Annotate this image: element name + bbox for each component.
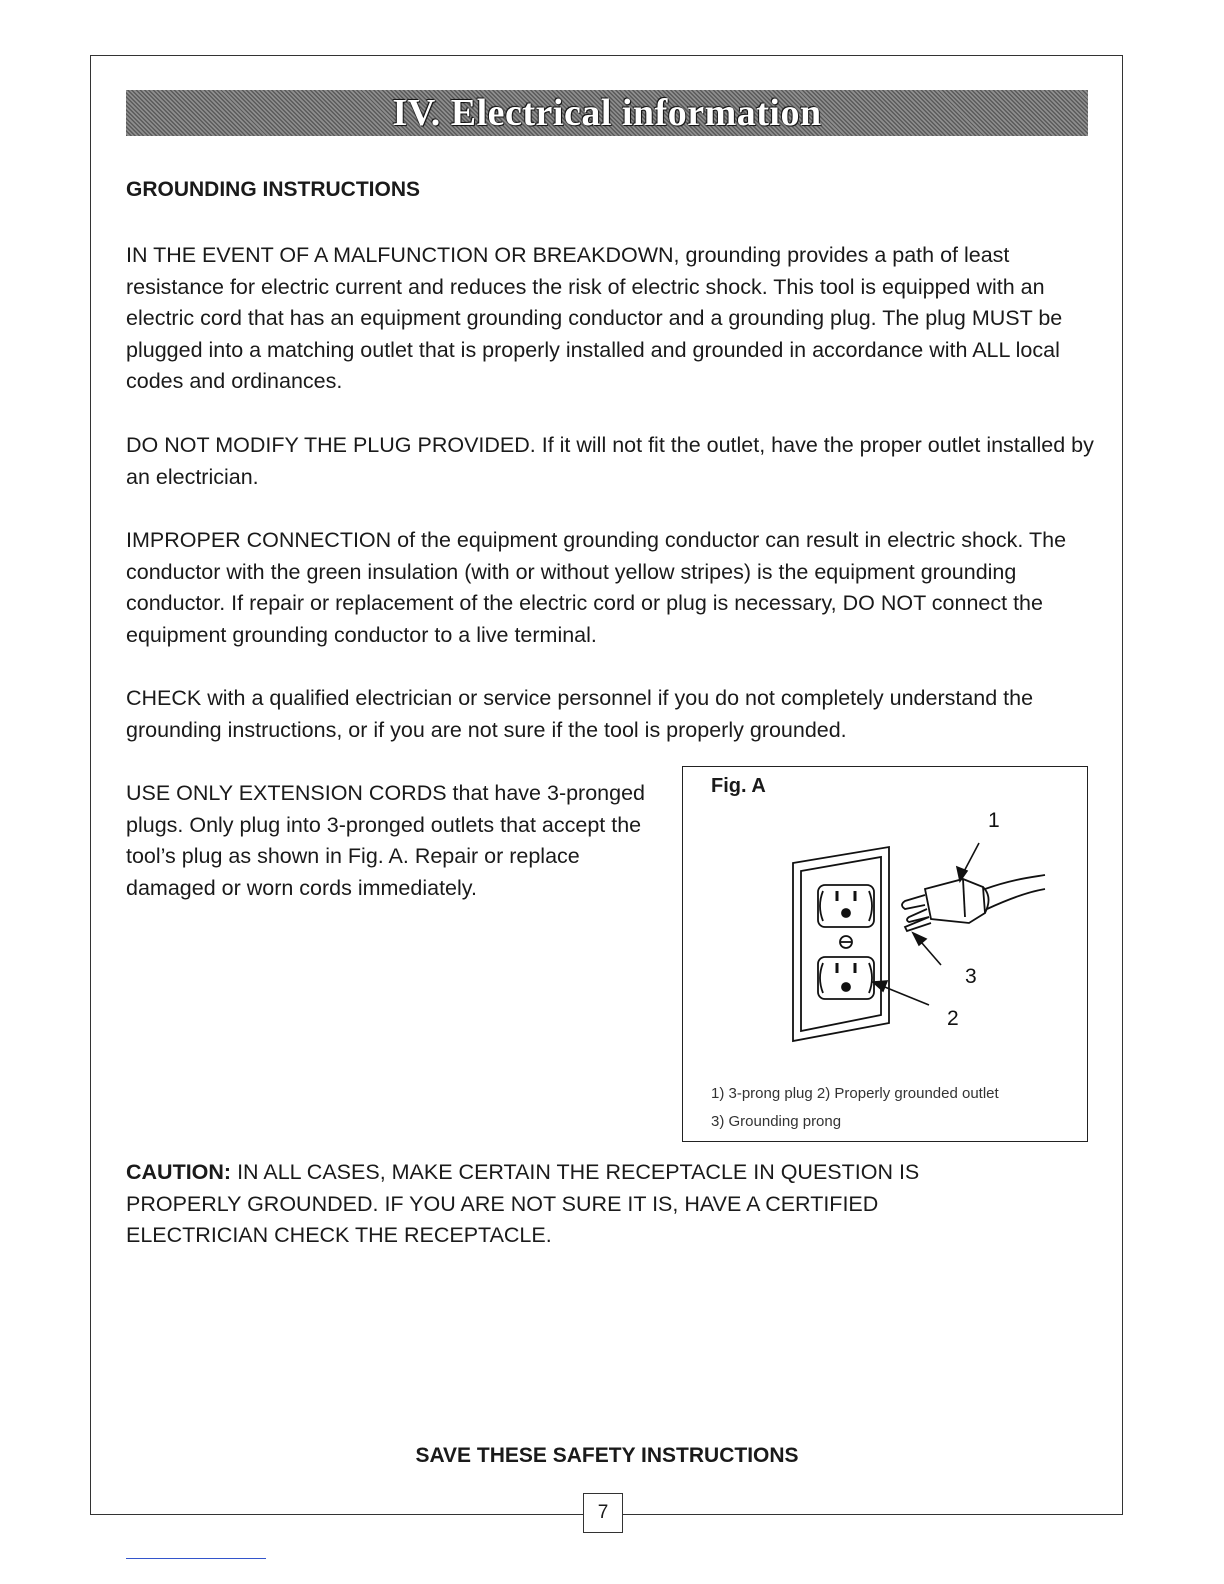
plug-body bbox=[925, 879, 985, 923]
plug-prong-upper bbox=[902, 895, 925, 909]
caution-paragraph bbox=[126, 1157, 1026, 1252]
figure-caption-line1: 1) 3-prong plug 2) Properly grounded outlet bbox=[711, 1085, 999, 1102]
save-instructions: SAVE THESE SAFETY INSTRUCTIONS bbox=[415, 1444, 799, 1467]
caution-text: IN ALL CASES, MAKE CERTAIN THE RECEPTACLE IN QUESTION IS PROPERLY GROUNDED. IF YOU ARE NOT SURE IT IS, HAVE A CERTIFIED ELECTRICIAN CHECK THE RECEPTACLE. bbox=[126, 1160, 920, 1248]
footer-mark bbox=[126, 1558, 266, 1559]
paragraph-improper-connection: IMPROPER CONNECTION of the equipment grounding conductor can result in electric shock. The conductor with the green insulation (with or without yellow stripes) is the equipment grounding conductor. If repair or replacement of the electric cord or plug is necessary, DO NOT connect the equipment grounding conductor to a live terminal. bbox=[126, 528, 1067, 647]
paragraph-extension-cords: USE ONLY EXTENSION CORDS that have 3-pronged plugs. Only plug into 3-pronged outlets that accept the tool’s plug as shown in Fig. A. Repair or replace damaged or worn cords immediately. bbox=[126, 781, 646, 900]
plug-prong-lower bbox=[907, 909, 929, 922]
figure-a bbox=[682, 766, 1088, 1142]
callout-1: 1 bbox=[988, 809, 1000, 832]
caution-label: CAUTION: bbox=[126, 1160, 232, 1184]
paragraph-malfunction: IN THE EVENT OF A MALFUNCTION OR BREAKDOWN, grounding provides a path of least resistance for electric current and reduces the risk of electric shock. This tool is equipped with an electric cord that has an equipment grounding conductor and a grounding plug. The plug MUST be plugged into a matching outlet that is properly installed and grounded in accordance with ALL local codes and ordinances. bbox=[126, 243, 1063, 394]
bottom-rule-right bbox=[623, 1514, 1123, 1515]
section-title: IV. Electrical information bbox=[392, 92, 822, 134]
section-banner bbox=[126, 90, 1088, 136]
callout-2: 2 bbox=[947, 1007, 959, 1030]
bottom-rule-left bbox=[90, 1514, 583, 1515]
paragraph-check: CHECK with a qualified electrician or service personnel if you do not completely understand the grounding instructions, or if you are not sure if the tool is properly grounded. bbox=[126, 686, 1034, 742]
page-number: 7 bbox=[583, 1493, 623, 1533]
figure-title: Fig. A bbox=[711, 775, 766, 797]
callout-3: 3 bbox=[965, 965, 977, 988]
paragraph-do-not-modify: DO NOT MODIFY THE PLUG PROVIDED. If it will not fit the outlet, have the proper outlet installed by an electrician. bbox=[126, 433, 1094, 489]
figure-caption-line2: 3) Grounding prong bbox=[711, 1113, 842, 1130]
power-cord bbox=[985, 875, 1045, 889]
grounding-heading: GROUNDING INSTRUCTIONS bbox=[126, 178, 420, 201]
